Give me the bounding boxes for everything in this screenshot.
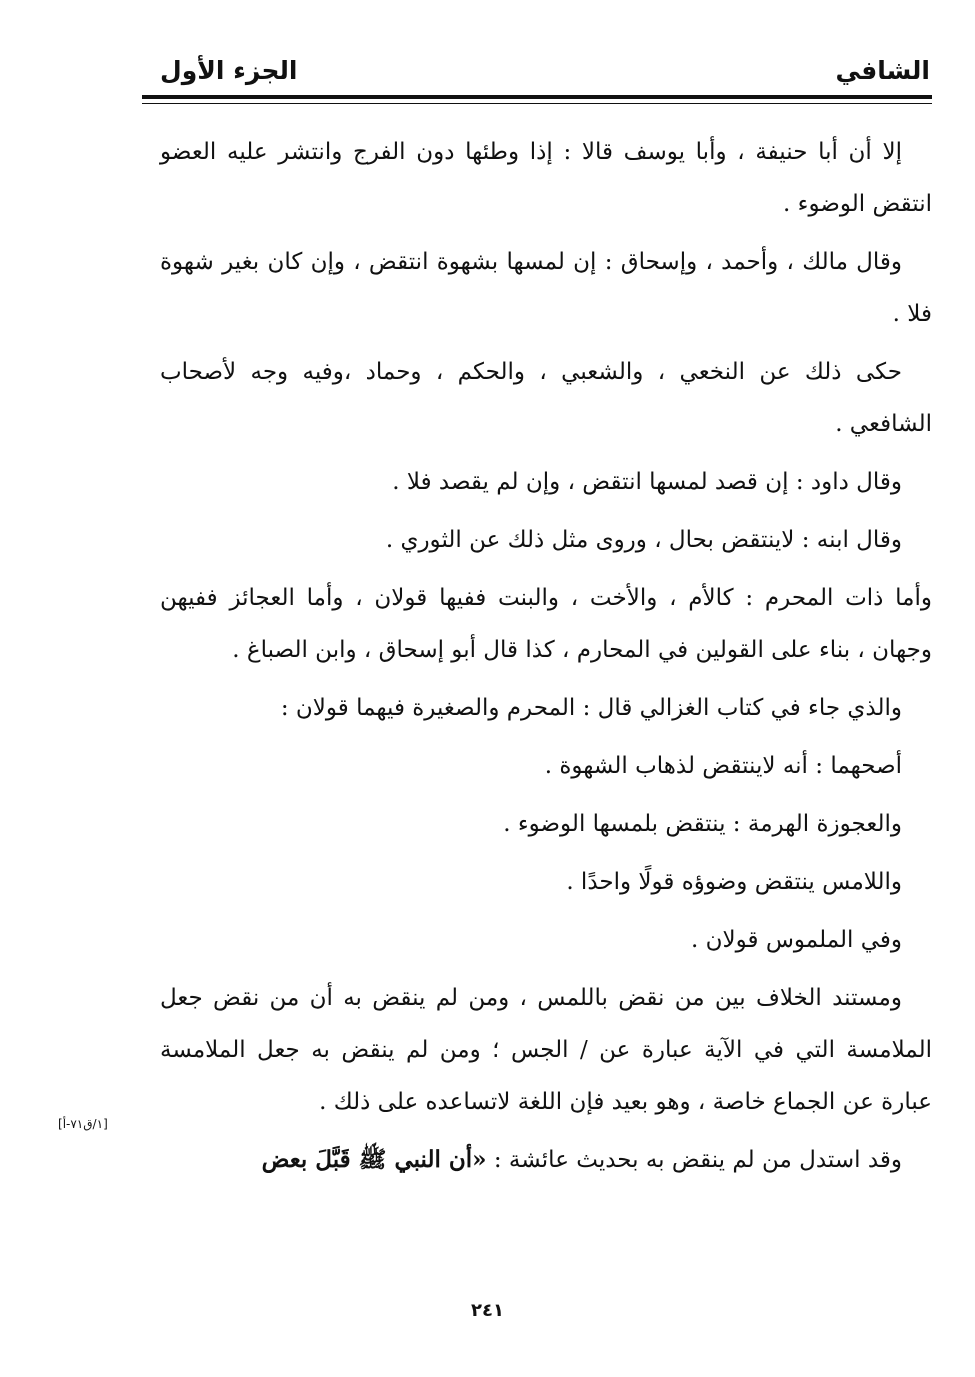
paragraph: ومستند الخلاف بين من نقض باللمس ، ومن لم ينقض به أن من نقض جعل الملامسة التي في الآية عبارة عن / الجس ؛ ومن لم ينقض به جعل الملامسة عبارة عن الجماع خاصة ، وهو بعيد فإن اللغة لاتساعده على ذلك . [160, 985, 932, 1115]
paragraph-text: وقد استدل من لم ينقض به بحديث عائشة : [493, 1147, 902, 1173]
running-header-volume: الجزء الأول [160, 56, 298, 85]
paragraph: واللامس ينتقض وضوؤه قولًا واحدًا . [566, 869, 902, 895]
hadith-quote: «أن النبي ﷺ قَبَّلَ بعض [261, 1146, 487, 1173]
paragraph: وأما ذات المحرم : كالأم ، والأخت ، والبنت ففيها قولان ، وأما العجائز ففيهن وجهان ، بناء على القولين في المحارم ، كذا قال أبو إسحاق ، وابن الصباغ . [160, 585, 932, 663]
paragraph: والذي جاء في كتاب الغزالي قال : المحرم والصغيرة فيهما قولان : [280, 695, 902, 721]
paragraph: حكى ذلك عن النخعي ، والشعبي ، والحكم ، وحماد ،وفيه وجه لأصحاب الشافعي . [160, 359, 932, 437]
header-rule-thin [142, 103, 932, 104]
manuscript-folio-note: [١/ق٧١-أ] [58, 1117, 108, 1131]
paragraph: وفي الملموس قولان . [691, 927, 902, 953]
paragraph: إلا أن أبا حنيفة ، وأبا يوسف قالا : إذا وطئها دون الفرج وانتشر عليه العضو انتقض الوضوء . [160, 139, 932, 217]
header-rule-thick [142, 95, 932, 99]
paragraph: وقال مالك ، وأحمد ، وإسحاق : إن لمسها بشهوة انتقض ، وإن كان بغير شهوة فلا . [160, 249, 932, 327]
paragraph: أصحهما : أنه لاينتقض لذهاب الشهوة . [544, 753, 902, 779]
paragraph: والعجوزة الهرمة : ينتقض بلمسها الوضوء . [503, 811, 902, 837]
body-text [160, 126, 932, 1192]
paragraph: وقال داود : إن قصد لمسها انتقض ، وإن لم يقصد فلا . [392, 469, 902, 495]
running-header-title: الشافي [835, 56, 930, 85]
paragraph-last [160, 1134, 932, 1186]
page-number: ٢٤١ [471, 1300, 504, 1321]
paragraph: وقال ابنه : لاينتقض بحال ، وروى مثل ذلك عن الثوري . [385, 527, 902, 553]
